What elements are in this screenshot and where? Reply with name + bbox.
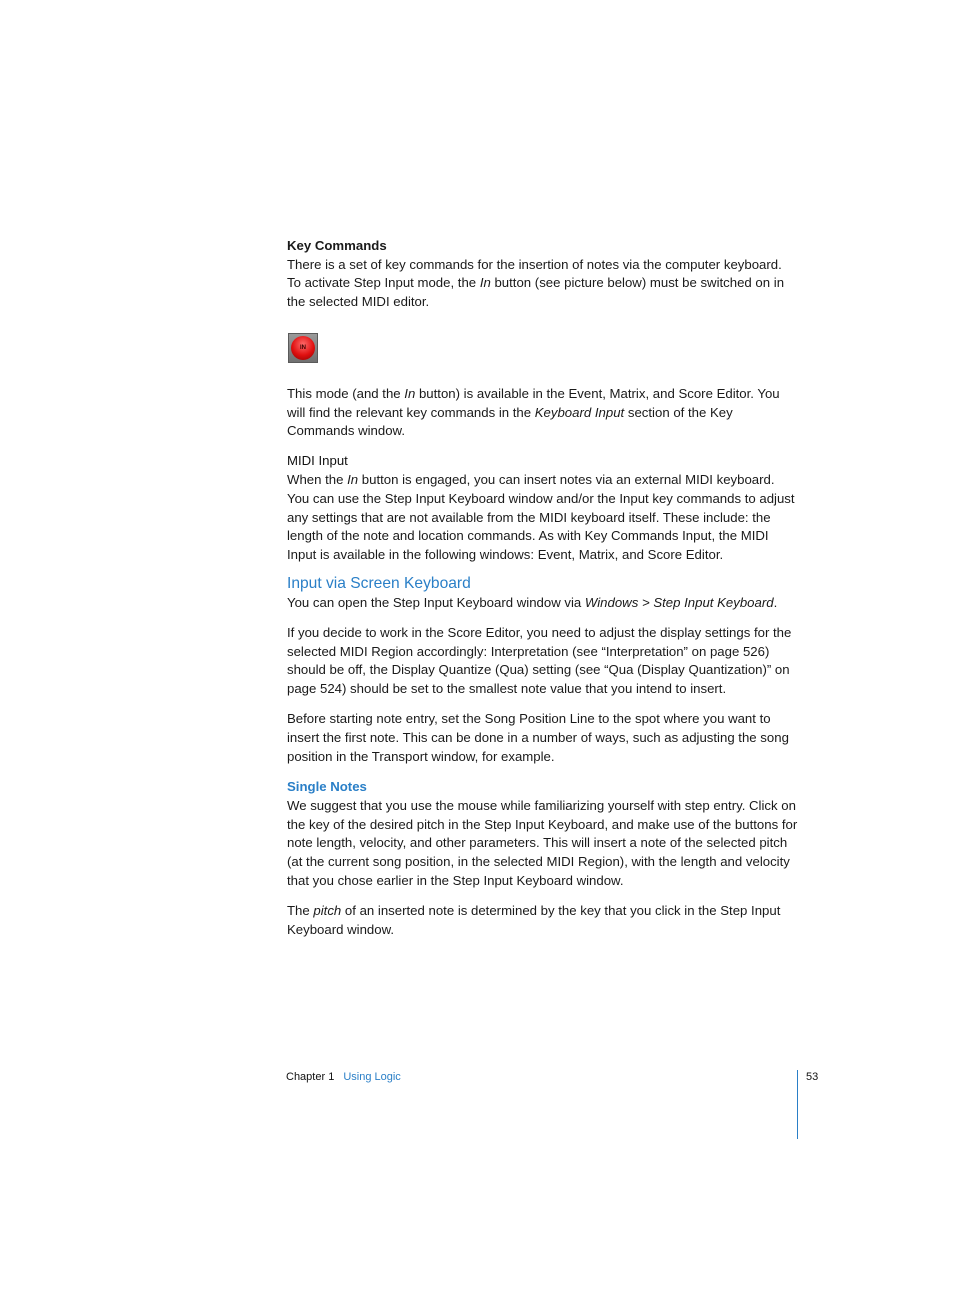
key-commands-paragraph-2: This mode (and the In button) is available in the Event, Matrix, and Score Editor. You will find the relevant key commands in the Keyboard Input section of the Key Commands window. <box>287 385 780 439</box>
heading-midi-input: MIDI Input <box>287 453 348 469</box>
footer-divider <box>797 1070 798 1139</box>
page-content <box>287 237 799 951</box>
single-notes-paragraph-2: The pitch of an inserted note is determined by the key that you click in the Step Input Keyboard window. <box>287 902 781 937</box>
footer-chapter <box>286 1070 401 1084</box>
screen-keyboard-paragraph-3: Before starting note entry, set the Song Position Line to the spot where you want to insert the first note. This can be done in a number of ways, such as adjusting the song position in the Transport window, for example. <box>287 711 789 764</box>
screen-keyboard-paragraph-2: If you decide to work in the Score Editor, you need to adjust the display settings for the selected MIDI Region accordingly: Interpretation (see “Interpretation” on page 526) should be off, the Display Quantize (Qua) setting (see “Qua (Display Quantization)” on page 524) should be set to the smallest note value that you intend to insert. <box>287 624 792 696</box>
chapter-title: Using Logic <box>343 1071 401 1083</box>
in-button-label: IN <box>300 344 306 351</box>
heading-key-commands: Key Commands <box>287 238 387 253</box>
page-number: 53 <box>806 1071 819 1083</box>
heading-input-via-screen-keyboard: Input via Screen Keyboard <box>287 574 471 592</box>
key-commands-paragraph-1: There is a set of key commands for the insertion of notes via the computer keyboard. To activate Step Input mode, the In button (see picture below) must be switched on in the selected MIDI editor. <box>287 256 785 310</box>
screen-keyboard-paragraph-1: You can open the Step Input Keyboard window via Windows > Step Input Keyboard. <box>287 594 778 610</box>
heading-single-notes: Single Notes <box>287 779 367 795</box>
chapter-label: Chapter 1 <box>286 1071 335 1083</box>
midi-input-paragraph: When the In button is engaged, you can insert notes via an external MIDI keyboard. You can use the Step Input Keyboard window and/or the Input key commands to adjust any settings that are not available from the MIDI keyboard itself. These include: the length of the note and location commands. As with Key Commands Input, the MIDI Input is available in the following windows: Event, Matrix, and Score Editor. <box>287 472 795 562</box>
single-notes-paragraph-1: We suggest that you use the mouse while familiarizing yourself with step entry. Click on the key of the desired pitch in the Step Input Keyboard, and make use of the buttons for note length, velocity, and other parameters. This will insert a note of the selected pitch (at the current song position, in the selected MIDI Region), with the length and velocity that you chose earlier in the Step Input Keyboard window. <box>287 797 798 888</box>
in-button-icon <box>288 333 318 363</box>
